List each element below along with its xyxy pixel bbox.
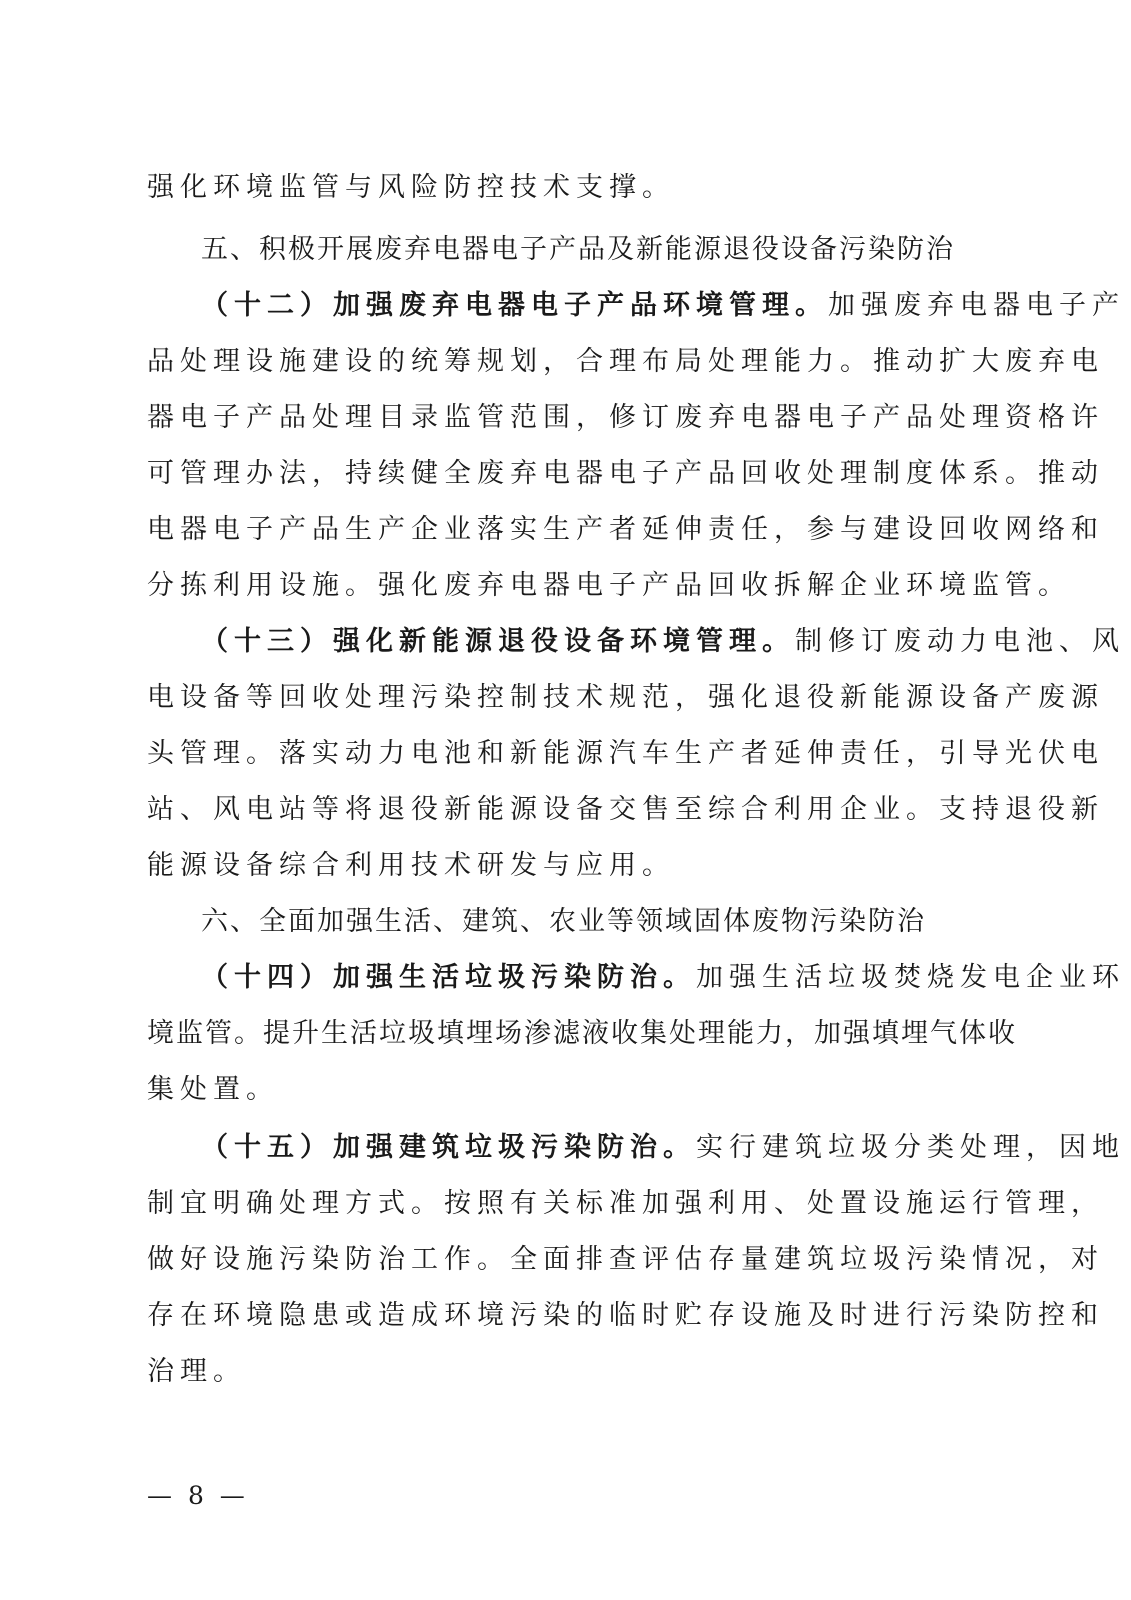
paragraph-13-text-start: 制修订废动力电池、风 (795, 626, 1125, 657)
body-line: 存在环境隐患或造成环境污染的临时贮存设施及时进行污染防控和 (147, 1300, 1104, 1331)
body-line: 制宜明确处理方式。按照有关标准加强利用、处置设施运行管理， (147, 1188, 1104, 1219)
body-line: 器电子产品处理目录监管范围，修订废弃电器电子产品处理资格许 (147, 402, 1104, 433)
paragraph-15-text-start: 实行建筑垃圾分类处理，因地 (696, 1132, 1125, 1163)
paragraph-14-title: （十四）加强生活垃圾污染防治。 (201, 962, 696, 993)
paragraph-14-text-start: 加强生活垃圾焚烧发电企业环 (696, 962, 1125, 993)
body-line: 可管理办法，持续健全废弃电器电子产品回收处理制度体系。推动 (147, 458, 1104, 489)
body-line: 品处理设施建设的统筹规划，合理布局处理能力。推动扩大废弃电 (147, 346, 1104, 377)
body-line: 治理。 (147, 1356, 246, 1387)
body-line: 强化环境监管与风险防控技术支撑。 (147, 172, 675, 203)
paragraph-13-title: （十三）强化新能源退役设备环境管理。 (201, 626, 795, 657)
body-line: 能源设备综合利用技术研发与应用。 (147, 850, 675, 881)
body-line: 站、风电站等将退役新能源设备交售至综合利用企业。支持退役新 (147, 794, 1104, 825)
paragraph-15-first-line (201, 1126, 1125, 1170)
body-line: 境监管。提升生活垃圾填埋场渗滤液收集处理能力，加强填埋气体收 (147, 1018, 1017, 1049)
body-line: 集处置。 (147, 1074, 279, 1105)
paragraph-12-title: （十二）加强废弃电器电子产品环境管理。 (201, 290, 828, 321)
page-number: — 8 — (147, 1481, 249, 1510)
body-line: 电设备等回收处理污染控制技术规范，强化退役新能源设备产废源 (147, 682, 1104, 713)
body-line: 分拣利用设施。强化废弃电器电子产品回收拆解企业环境监管。 (147, 570, 1071, 601)
body-line: 做好设施污染防治工作。全面排查评估存量建筑垃圾污染情况，对 (147, 1244, 1104, 1275)
section-heading-6: 六、全面加强生活、建筑、农业等领域固体废物污染防治 (201, 906, 926, 937)
body-line: 头管理。落实动力电池和新能源汽车生产者延伸责任，引导光伏电 (147, 738, 1104, 769)
paragraph-13-first-line (201, 620, 1125, 664)
paragraph-12-first-line (201, 284, 1125, 328)
paragraph-15-title: （十五）加强建筑垃圾污染防治。 (201, 1132, 696, 1163)
body-line: 电器电子产品生产企业落实生产者延伸责任，参与建设回收网络和 (147, 514, 1104, 545)
paragraph-14-first-line (201, 956, 1125, 1000)
section-heading-5: 五、积极开展废弃电器电子产品及新能源退役设备污染防治 (201, 234, 955, 265)
paragraph-12-text-start: 加强废弃电器电子产 (828, 290, 1125, 321)
